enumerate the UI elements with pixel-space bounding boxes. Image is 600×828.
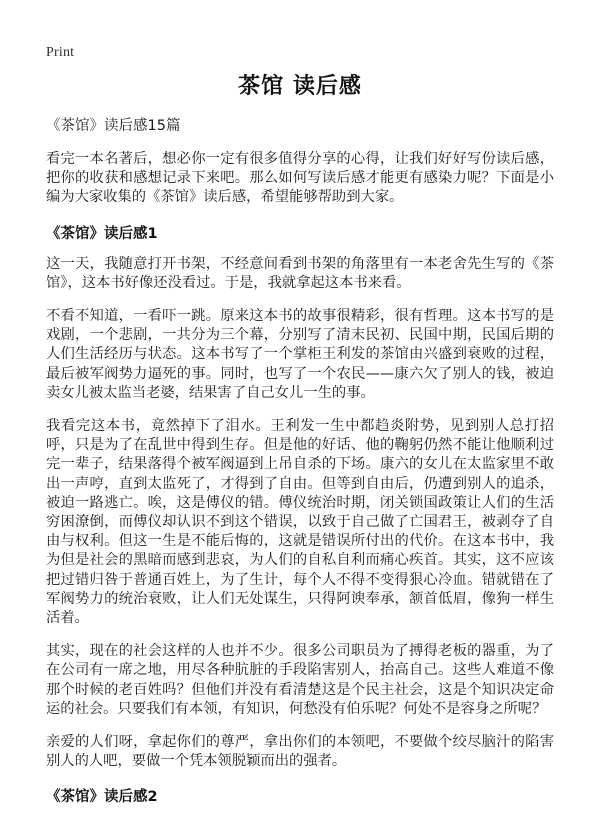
section-heading-1: 《茶馆》读后感1 bbox=[46, 225, 158, 242]
print-link[interactable]: Print bbox=[46, 45, 75, 60]
document-subtitle: 《茶馆》读后感15篇 bbox=[46, 118, 181, 134]
section-heading-2: 《茶馆》读后感2 bbox=[46, 789, 158, 806]
section-1-paragraph-3: 我看完这本书，竟然掉下了泪水。王利发一生中都趋炎附势，见到别人总打招呼，只是为了在乱世中得到生存。但是他的好话、他的鞠躬仍然不能让他顺利过完一辈子，结果落得个被军阀逼到上吊自杀的下场。康六的女儿在太监家里不敢出一声哼，直到太监死了，才得到了自由。但等到自由后，仍遭到别人的追杀，被迫一路逃亡。唉，这是傅仪的错。傅仪统治时期，闭关锁国政策让人们的生活穷困潦倒，而傅仪却认识不到这个错误，以致于自己做了亡国君王，被剥夺了自由与权利。但这一生是不能后悔的，这就是错误所付出的代价。在这本书中，我为但是社会的黑暗而感到悲哀，为人们的自私自利而痛心疾首。其实，这不应该把过错归咎于普通百姓上，为了生计，每个人不得不变得狠心冷血。错就错在了军阀势力的统治衰败，让人们无处谋生，只得阿谀奉承，颔首低眉，像狗一样生活着。 bbox=[46, 418, 554, 627]
section-1-paragraph-4: 其实，现在的社会这样的人也并不少。很多公司职员为了搏得老板的器重，为了在公司有一席之地，用尽各种肮脏的手段陷害别人，抬高自己。这些人难道不像那个时候的老百姓吗？但他们并没有看清楚这是个民主社会，这是个知识决定命运的社会。只要我们有本领，有知识，何愁没有伯乐呢？何处不是容身之所呢？ bbox=[46, 643, 554, 717]
section-1-paragraph-5: 亲爱的人们呀，拿起你们的尊严，拿出你们的本领吧，不要做个绞尽脑汁的陷害别人的人吧，要做一个凭本领脱颖而出的强者。 bbox=[46, 734, 554, 770]
section-1-paragraph-2: 不看不知道，一看吓一跳。原来这本书的故事很精彩，很有哲理。这本书写的是戏剧，一个悲剧，一共分为三个幕，分别写了清末民初、民国中期，民国后期的人们生活经历与状态。这本书写了一个掌柜王利发的茶馆由兴盛到衰败的过程，最后被军阀势力逼死的事。同时，也写了一个农民——康六欠了别人的钱，被迫卖女儿被太监当老婆，结果害了自己女儿一生的事。 bbox=[46, 308, 554, 401]
section-1-paragraph-1: 这一天，我随意打开书架，不经意间看到书架的角落里有一本老舍先生写的《茶馆》，这本书好像还没看过。于是，我就拿起这本书来看。 bbox=[46, 255, 554, 291]
page-title: 茶馆 读后感 bbox=[238, 74, 362, 99]
intro-paragraph: 看完一本名著后，想必你一定有很多值得分享的心得，让我们好好写份读后感，把你的收获和感想记录下来吧。那么如何写读后感才能更有感染力呢？下面是小编为大家收集的《茶馆》读后感，希望能够帮助到大家。 bbox=[46, 151, 554, 206]
document-content bbox=[46, 72, 554, 818]
